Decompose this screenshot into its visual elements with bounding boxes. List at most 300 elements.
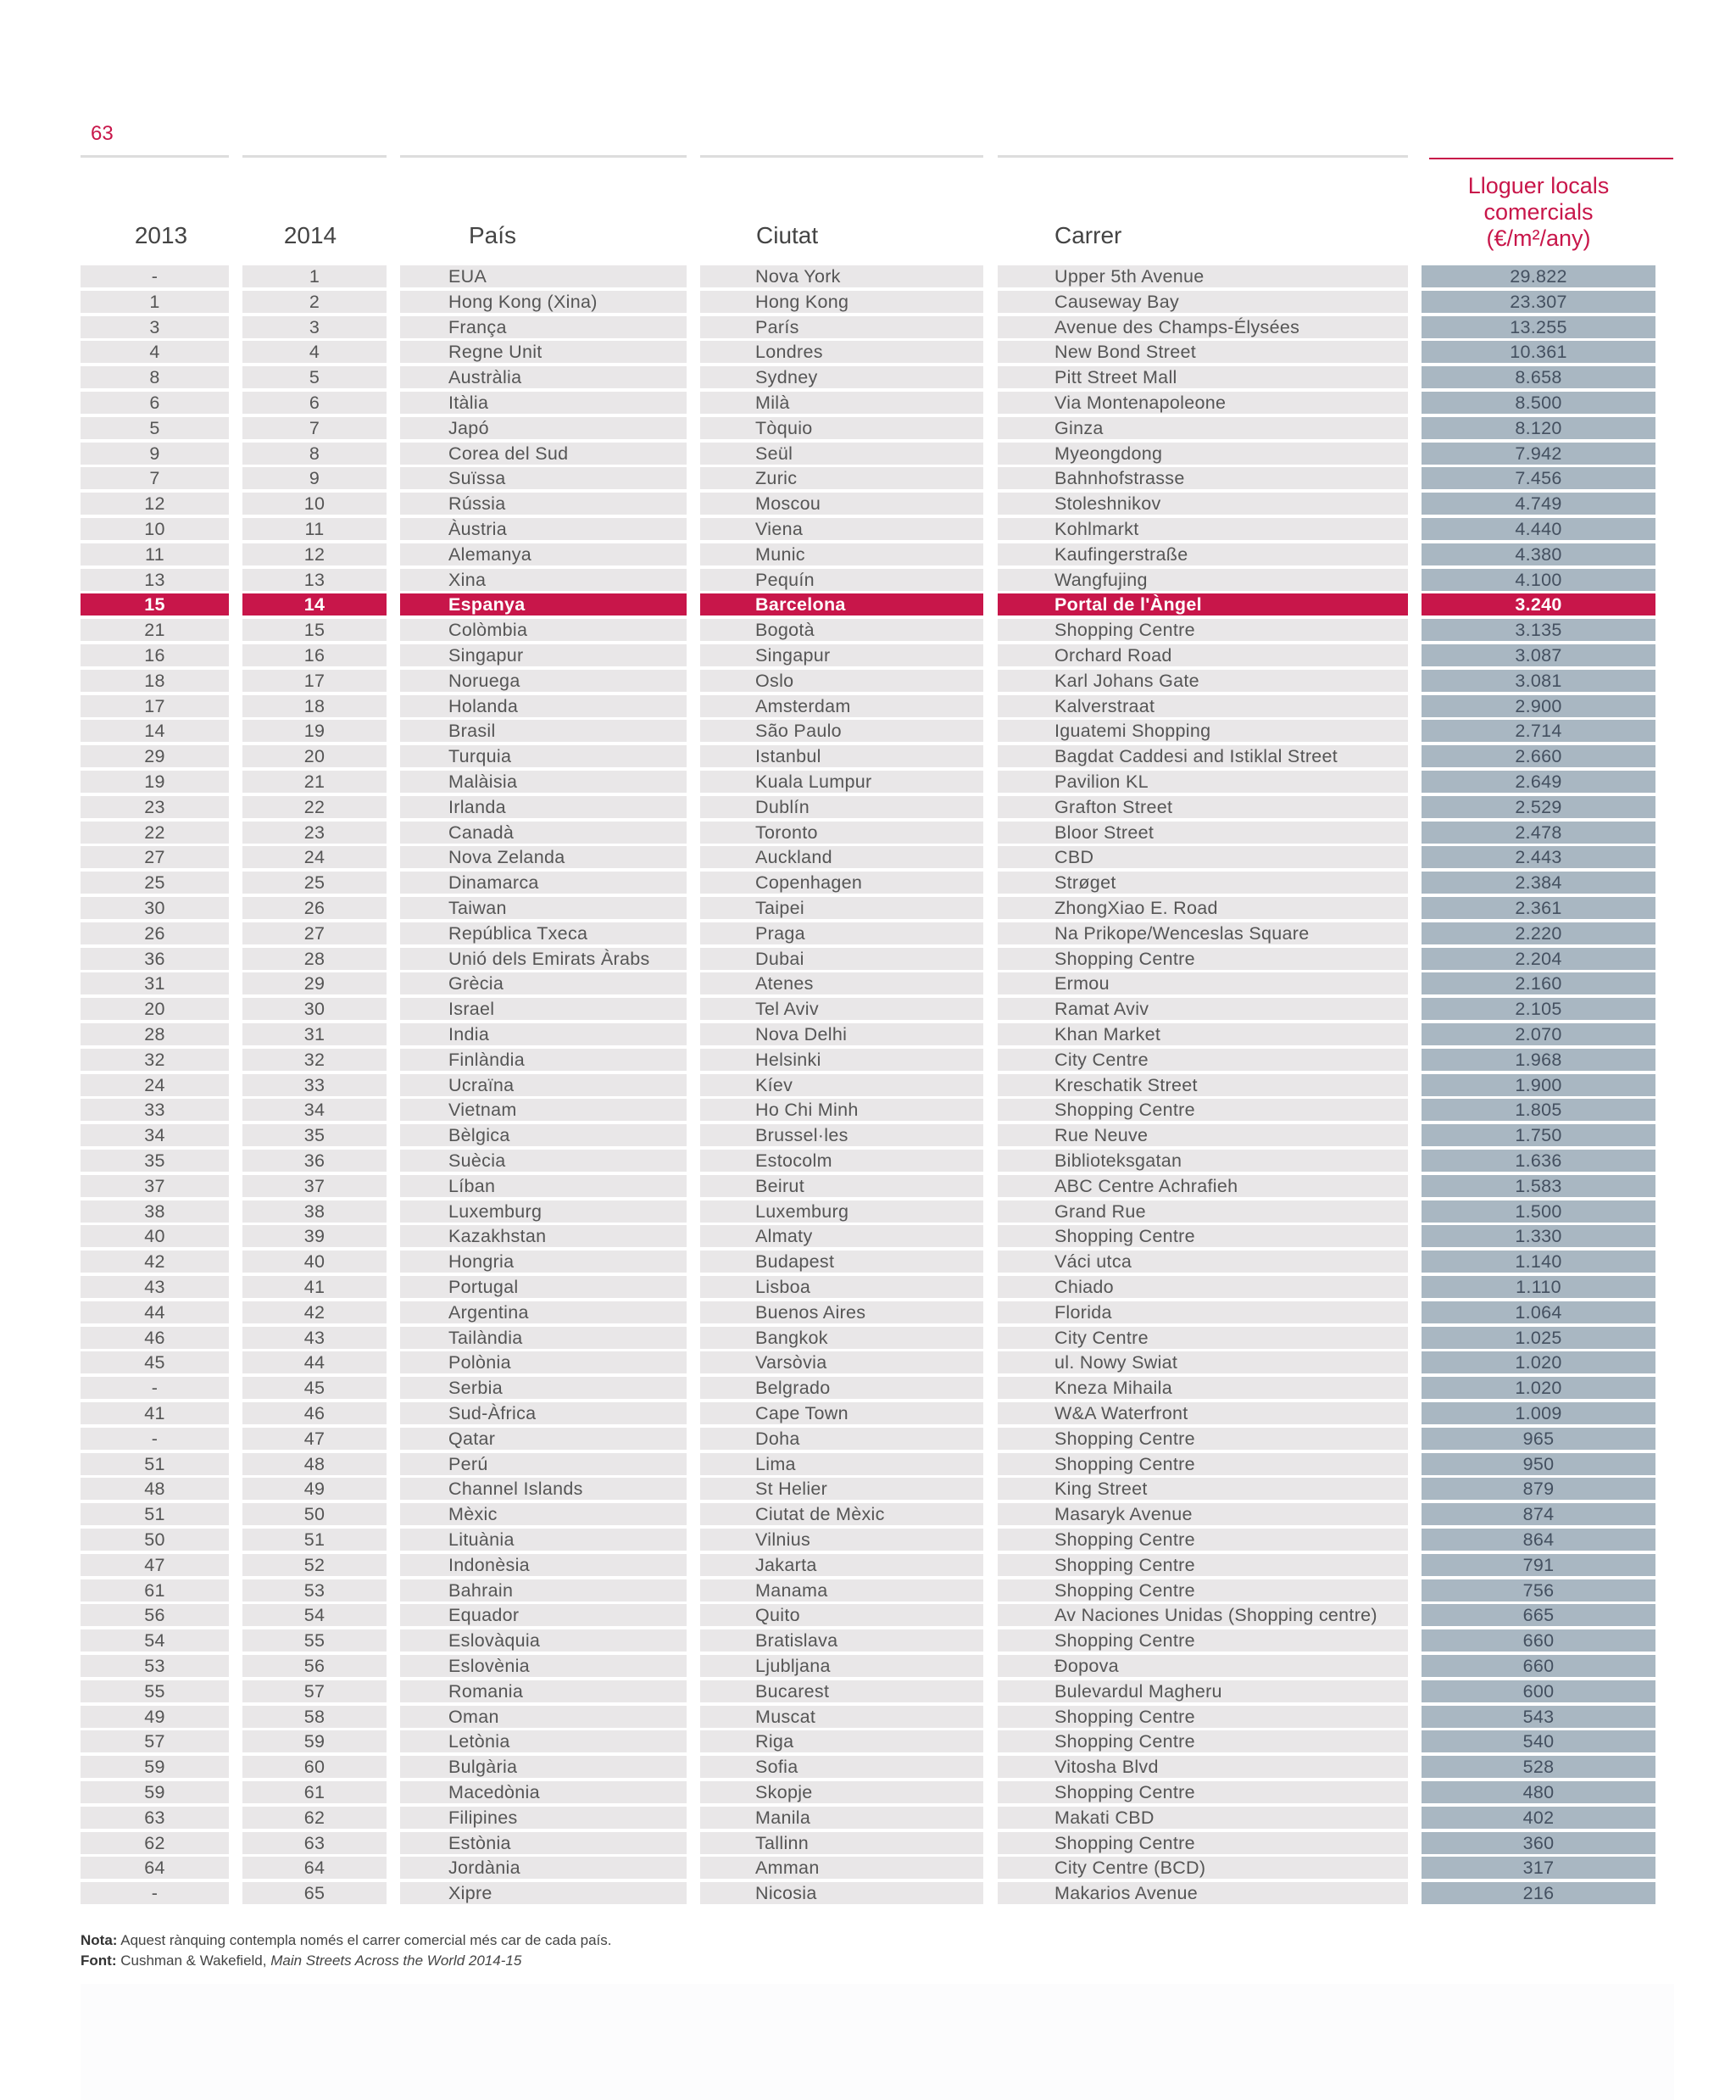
column-rule-2014 (242, 155, 387, 158)
rank-2014-cell: 14 (242, 593, 387, 616)
rank-2014-cell: 41 (242, 1276, 387, 1298)
street-cell: Av Naciones Unidas (Shopping centre) (998, 1604, 1408, 1626)
table-row (0, 366, 1736, 392)
country-cell: Israel (400, 998, 687, 1020)
city-cell: São Paulo (700, 720, 983, 742)
country-cell: Colòmbia (400, 619, 687, 641)
rank-2013-cell: 21 (81, 619, 229, 641)
street-cell: Grand Rue (998, 1200, 1408, 1223)
rent-cell: 4.100 (1422, 569, 1655, 591)
rank-2013-cell: 45 (81, 1351, 229, 1373)
rank-2013-cell: 53 (81, 1655, 229, 1677)
rank-2014-cell: 13 (242, 569, 387, 591)
city-cell: Lisboa (700, 1276, 983, 1298)
header-rent-line2: comercials (1483, 199, 1594, 225)
rank-2013-cell: 11 (81, 543, 229, 565)
note-text: Aquest rànquing contempla només el carrer comercial més car de cada país. (117, 1932, 612, 1948)
table-row (0, 543, 1736, 569)
country-cell: Perú (400, 1453, 687, 1475)
country-cell: Noruega (400, 670, 687, 692)
table-row (0, 1402, 1736, 1428)
street-cell: New Bond Street (998, 341, 1408, 363)
city-cell: Vilnius (700, 1529, 983, 1551)
rank-2014-cell: 8 (242, 443, 387, 465)
street-cell: Stoleshnikov (998, 493, 1408, 515)
rank-2014-cell: 46 (242, 1402, 387, 1424)
rank-2013-cell: - (81, 1882, 229, 1904)
country-cell: Macedònia (400, 1781, 687, 1803)
street-cell: Bahnhofstrasse (998, 467, 1408, 489)
table-row (0, 1478, 1736, 1503)
table-row (0, 493, 1736, 518)
rank-2014-cell: 17 (242, 670, 387, 692)
rank-2013-cell: 51 (81, 1503, 229, 1525)
table-row (0, 1124, 1736, 1150)
rank-2014-cell: 27 (242, 922, 387, 944)
street-cell: Causeway Bay (998, 291, 1408, 313)
rank-2013-cell: 29 (81, 745, 229, 767)
table-row (0, 1301, 1736, 1327)
rank-2013-cell: 57 (81, 1730, 229, 1752)
country-cell: Japó (400, 417, 687, 439)
street-cell: Shopping Centre (998, 1529, 1408, 1551)
city-cell: Tel Aviv (700, 998, 983, 1020)
country-cell: Malàisia (400, 771, 687, 793)
table-row (0, 1756, 1736, 1781)
city-cell: Brussel·les (700, 1124, 983, 1146)
rank-2014-cell: 36 (242, 1150, 387, 1172)
city-cell: Dublín (700, 796, 983, 818)
rent-cell: 1.064 (1422, 1301, 1655, 1323)
rank-2013-cell: 17 (81, 695, 229, 717)
street-cell: Masaryk Avenue (998, 1503, 1408, 1525)
rank-2014-cell: 47 (242, 1428, 387, 1450)
rent-cell: 528 (1422, 1756, 1655, 1778)
rank-2013-cell: 33 (81, 1099, 229, 1121)
country-cell: Lituània (400, 1529, 687, 1551)
rent-cell: 3.135 (1422, 619, 1655, 641)
rank-2013-cell: 31 (81, 972, 229, 994)
country-cell: Bahrain (400, 1579, 687, 1601)
table-row (0, 1276, 1736, 1301)
rent-cell: 2.160 (1422, 972, 1655, 994)
rank-2014-cell: 62 (242, 1807, 387, 1829)
header-2014: 2014 (283, 222, 337, 248)
rent-cell: 402 (1422, 1807, 1655, 1829)
country-cell: Irlanda (400, 796, 687, 818)
rank-2013-cell: 19 (81, 771, 229, 793)
rank-2014-cell: 6 (242, 392, 387, 414)
rent-cell: 7.942 (1422, 443, 1655, 465)
rank-2014-cell: 57 (242, 1680, 387, 1702)
rank-2014-cell: 63 (242, 1832, 387, 1854)
table-row (0, 443, 1736, 468)
table-row (0, 1781, 1736, 1807)
street-cell: Ermou (998, 972, 1408, 994)
source-line (81, 1951, 611, 1971)
city-cell: Quito (700, 1604, 983, 1626)
table-row (0, 1327, 1736, 1352)
street-cell: Shopping Centre (998, 1706, 1408, 1728)
rank-2013-cell: 14 (81, 720, 229, 742)
rank-2014-cell: 34 (242, 1099, 387, 1121)
rank-2014-cell: 2 (242, 291, 387, 313)
country-cell: Corea del Sud (400, 443, 687, 465)
rent-cell: 600 (1422, 1680, 1655, 1702)
rent-cell: 7.456 (1422, 467, 1655, 489)
city-cell: Doha (700, 1428, 983, 1450)
source-title: Main Streets Across the World 2014-15 (270, 1952, 522, 1969)
rank-2013-cell: 63 (81, 1807, 229, 1829)
country-cell: Dinamarca (400, 872, 687, 894)
table-row (0, 291, 1736, 316)
country-cell: Vietnam (400, 1099, 687, 1121)
city-cell: Beirut (700, 1175, 983, 1197)
street-cell: Kaufingerstraße (998, 543, 1408, 565)
rent-cell: 29.822 (1422, 265, 1655, 287)
city-cell: Kíev (700, 1074, 983, 1096)
rent-cell: 1.750 (1422, 1124, 1655, 1146)
table-row (0, 1251, 1736, 1276)
rank-2013-cell: 50 (81, 1529, 229, 1551)
source-text: Cushman & Wakefield, (116, 1952, 271, 1969)
street-cell: Strøget (998, 872, 1408, 894)
rank-2013-cell: 36 (81, 948, 229, 970)
table-row (0, 1175, 1736, 1200)
street-cell: Ginza (998, 417, 1408, 439)
rank-2014-cell: 25 (242, 872, 387, 894)
table-row (0, 1554, 1736, 1579)
country-cell: Ucraïna (400, 1074, 687, 1096)
city-cell: Munic (700, 543, 983, 565)
table-row (0, 1074, 1736, 1100)
rank-2014-cell: 33 (242, 1074, 387, 1096)
rank-2014-cell: 38 (242, 1200, 387, 1223)
street-cell: Shopping Centre (998, 1554, 1408, 1576)
country-cell: Romania (400, 1680, 687, 1702)
country-cell: Bulgària (400, 1756, 687, 1778)
rank-2013-cell: 55 (81, 1680, 229, 1702)
rank-2013-cell: 59 (81, 1756, 229, 1778)
rank-2014-cell: 58 (242, 1706, 387, 1728)
table-row-highlighted (0, 593, 1736, 619)
table-row (0, 1832, 1736, 1858)
country-cell: Channel Islands (400, 1478, 687, 1500)
street-cell: Karl Johans Gate (998, 670, 1408, 692)
rent-cell: 1.968 (1422, 1049, 1655, 1071)
table-row (0, 1351, 1736, 1377)
country-cell: França (400, 316, 687, 338)
rank-2014-cell: 45 (242, 1377, 387, 1399)
rent-cell: 1.110 (1422, 1276, 1655, 1298)
table-row (0, 341, 1736, 366)
street-cell: Váci utca (998, 1251, 1408, 1273)
column-rule-country (400, 155, 687, 158)
street-cell: Shopping Centre (998, 1579, 1408, 1601)
rank-2014-cell: 49 (242, 1478, 387, 1500)
notes (81, 1930, 611, 1971)
rank-2013-cell: 10 (81, 518, 229, 540)
city-cell: Sydney (700, 366, 983, 388)
rank-2014-cell: 7 (242, 417, 387, 439)
street-cell: Myeongdong (998, 443, 1408, 465)
rent-cell: 2.070 (1422, 1023, 1655, 1045)
rent-cell: 1.020 (1422, 1351, 1655, 1373)
street-cell: Pavilion KL (998, 771, 1408, 793)
rank-2014-cell: 61 (242, 1781, 387, 1803)
street-cell: Kneza Mihaila (998, 1377, 1408, 1399)
rank-2013-cell: 61 (81, 1579, 229, 1601)
street-cell: Shopping Centre (998, 948, 1408, 970)
street-cell: Via Montenapoleone (998, 392, 1408, 414)
rank-2014-cell: 15 (242, 619, 387, 641)
rent-cell: 2.204 (1422, 948, 1655, 970)
rank-2013-cell: 54 (81, 1629, 229, 1652)
street-cell: Shopping Centre (998, 1453, 1408, 1475)
rank-2014-cell: 4 (242, 341, 387, 363)
header-rent-line3: (€/m²/any) (1486, 226, 1591, 251)
rent-cell: 2.714 (1422, 720, 1655, 742)
city-cell: Dubai (700, 948, 983, 970)
country-cell: Àustria (400, 518, 687, 540)
table-row (0, 998, 1736, 1023)
country-cell: Tailàndia (400, 1327, 687, 1349)
country-cell: Brasil (400, 720, 687, 742)
rank-2014-cell: 20 (242, 745, 387, 767)
table-row (0, 1730, 1736, 1756)
city-cell: Almaty (700, 1225, 983, 1247)
rent-cell: 950 (1422, 1453, 1655, 1475)
city-cell: Amman (700, 1857, 983, 1879)
street-cell: Wangfujing (998, 569, 1408, 591)
country-cell: Letònia (400, 1730, 687, 1752)
rank-2013-cell: 5 (81, 417, 229, 439)
rank-2013-cell: 56 (81, 1604, 229, 1626)
city-cell: Belgrado (700, 1377, 983, 1399)
table-row (0, 720, 1736, 745)
rent-cell: 1.900 (1422, 1074, 1655, 1096)
country-cell: Regne Unit (400, 341, 687, 363)
table-row (0, 619, 1736, 644)
country-cell: Hongria (400, 1251, 687, 1273)
table-row (0, 417, 1736, 443)
street-cell: Ðopova (998, 1655, 1408, 1677)
table-row (0, 1225, 1736, 1251)
rent-cell: 1.636 (1422, 1150, 1655, 1172)
country-cell: Hong Kong (Xina) (400, 291, 687, 313)
table-row (0, 1529, 1736, 1554)
table-row (0, 569, 1736, 594)
country-cell: India (400, 1023, 687, 1045)
rent-cell: 8.658 (1422, 366, 1655, 388)
street-cell: Chiado (998, 1276, 1408, 1298)
rank-2013-cell: 43 (81, 1276, 229, 1298)
rent-cell: 2.649 (1422, 771, 1655, 793)
table-row (0, 897, 1736, 922)
header-rent-line1: Lloguer locals (1467, 173, 1610, 198)
street-cell: Shopping Centre (998, 1428, 1408, 1450)
country-cell: Rússia (400, 493, 687, 515)
rank-2014-cell: 65 (242, 1882, 387, 1904)
rank-2014-cell: 3 (242, 316, 387, 338)
table-row (0, 972, 1736, 998)
street-cell: ZhongXiao E. Road (998, 897, 1408, 919)
rank-2014-cell: 28 (242, 948, 387, 970)
header-street: Carrer (1054, 222, 1122, 248)
street-cell: Avenue des Champs-Élysées (998, 316, 1408, 338)
table-row (0, 872, 1736, 897)
country-cell: Portugal (400, 1276, 687, 1298)
rank-2014-cell: 9 (242, 467, 387, 489)
page-number: 63 (91, 122, 114, 145)
city-cell: Tallinn (700, 1832, 983, 1854)
street-cell: Shopping Centre (998, 1832, 1408, 1854)
street-cell: Na Prikope/Wenceslas Square (998, 922, 1408, 944)
column-rule-street (998, 155, 1408, 158)
city-cell: Skopje (700, 1781, 983, 1803)
country-cell: Itàlia (400, 392, 687, 414)
city-cell: Toronto (700, 822, 983, 844)
table-row (0, 1453, 1736, 1479)
country-cell: Taiwan (400, 897, 687, 919)
country-cell: Jordània (400, 1857, 687, 1879)
rank-2013-cell: 46 (81, 1327, 229, 1349)
table-row (0, 392, 1736, 417)
city-cell: Auckland (700, 846, 983, 868)
rank-2013-cell: 44 (81, 1301, 229, 1323)
rent-cell: 4.749 (1422, 493, 1655, 515)
header-rent (1422, 173, 1655, 252)
rank-2013-cell: 64 (81, 1857, 229, 1879)
column-rule-rent (1429, 158, 1673, 159)
rent-cell: 480 (1422, 1781, 1655, 1803)
rank-2013-cell: 9 (81, 443, 229, 465)
country-cell: Qatar (400, 1428, 687, 1450)
rent-cell: 2.660 (1422, 745, 1655, 767)
note-line (81, 1930, 611, 1951)
table-row (0, 1706, 1736, 1731)
city-cell: Helsinki (700, 1049, 983, 1071)
street-cell: City Centre (BCD) (998, 1857, 1408, 1879)
country-cell: Canadà (400, 822, 687, 844)
rank-2014-cell: 22 (242, 796, 387, 818)
city-cell: Tòquio (700, 417, 983, 439)
street-cell: Khan Market (998, 1023, 1408, 1045)
rent-cell: 360 (1422, 1832, 1655, 1854)
rank-2013-cell: 59 (81, 1781, 229, 1803)
street-cell: Shopping Centre (998, 1629, 1408, 1652)
street-cell: ul. Nowy Swiat (998, 1351, 1408, 1373)
table-row (0, 518, 1736, 543)
city-cell: Hong Kong (700, 291, 983, 313)
city-cell: Londres (700, 341, 983, 363)
street-cell: Upper 5th Avenue (998, 265, 1408, 287)
city-cell: Manila (700, 1807, 983, 1829)
country-cell: Oman (400, 1706, 687, 1728)
rent-cell: 317 (1422, 1857, 1655, 1879)
rank-2013-cell: 28 (81, 1023, 229, 1045)
city-cell: Ljubljana (700, 1655, 983, 1677)
city-cell: Buenos Aires (700, 1301, 983, 1323)
table-row (0, 1428, 1736, 1453)
street-cell: CBD (998, 846, 1408, 868)
city-cell: Jakarta (700, 1554, 983, 1576)
country-cell: Singapur (400, 644, 687, 666)
city-cell: Bratislava (700, 1629, 983, 1652)
street-cell: Iguatemi Shopping (998, 720, 1408, 742)
rent-cell: 1.805 (1422, 1099, 1655, 1121)
table-row (0, 1680, 1736, 1706)
street-cell: Shopping Centre (998, 619, 1408, 641)
footer-band (81, 1984, 1674, 2100)
street-cell: City Centre (998, 1049, 1408, 1071)
rank-2014-cell: 26 (242, 897, 387, 919)
city-cell: Oslo (700, 670, 983, 692)
table-row (0, 1200, 1736, 1226)
rank-2014-cell: 56 (242, 1655, 387, 1677)
country-cell: Bèlgica (400, 1124, 687, 1146)
rent-cell: 10.361 (1422, 341, 1655, 363)
city-cell: Moscou (700, 493, 983, 515)
rank-2013-cell: - (81, 265, 229, 287)
rank-2014-cell: 19 (242, 720, 387, 742)
rank-2014-cell: 55 (242, 1629, 387, 1652)
rank-2013-cell: 22 (81, 822, 229, 844)
table-row (0, 1579, 1736, 1605)
table-row (0, 1099, 1736, 1124)
street-cell: King Street (998, 1478, 1408, 1500)
rank-2013-cell: 48 (81, 1478, 229, 1500)
country-cell: Xina (400, 569, 687, 591)
street-cell: Grafton Street (998, 796, 1408, 818)
table-row (0, 948, 1736, 973)
country-cell: Líban (400, 1175, 687, 1197)
rent-cell: 23.307 (1422, 291, 1655, 313)
country-cell: Espanya (400, 593, 687, 616)
table-row (0, 1049, 1736, 1074)
rank-2014-cell: 5 (242, 366, 387, 388)
street-cell: Shopping Centre (998, 1225, 1408, 1247)
city-cell: Ciutat de Mèxic (700, 1503, 983, 1525)
country-cell: Argentina (400, 1301, 687, 1323)
rank-2014-cell: 51 (242, 1529, 387, 1551)
column-rule-2013 (81, 155, 229, 158)
street-cell: Pitt Street Mall (998, 366, 1408, 388)
city-cell: Barcelona (700, 593, 983, 616)
rent-cell: 1.583 (1422, 1175, 1655, 1197)
rent-cell: 791 (1422, 1554, 1655, 1576)
rent-cell: 665 (1422, 1604, 1655, 1626)
rent-cell: 879 (1422, 1478, 1655, 1500)
rank-2013-cell: 16 (81, 644, 229, 666)
table-row (0, 1604, 1736, 1629)
rank-2014-cell: 32 (242, 1049, 387, 1071)
rent-cell: 3.240 (1422, 593, 1655, 616)
rent-cell: 1.330 (1422, 1225, 1655, 1247)
rank-2014-cell: 42 (242, 1301, 387, 1323)
rank-2013-cell: 13 (81, 569, 229, 591)
rent-cell: 2.900 (1422, 695, 1655, 717)
rank-2014-cell: 44 (242, 1351, 387, 1373)
rank-2013-cell: 4 (81, 341, 229, 363)
city-cell: Zuric (700, 467, 983, 489)
street-cell: Biblioteksgatan (998, 1150, 1408, 1172)
rank-2013-cell: 38 (81, 1200, 229, 1223)
rank-2013-cell: 23 (81, 796, 229, 818)
city-cell: St Helier (700, 1478, 983, 1500)
rank-2014-cell: 54 (242, 1604, 387, 1626)
street-cell: W&A Waterfront (998, 1402, 1408, 1424)
